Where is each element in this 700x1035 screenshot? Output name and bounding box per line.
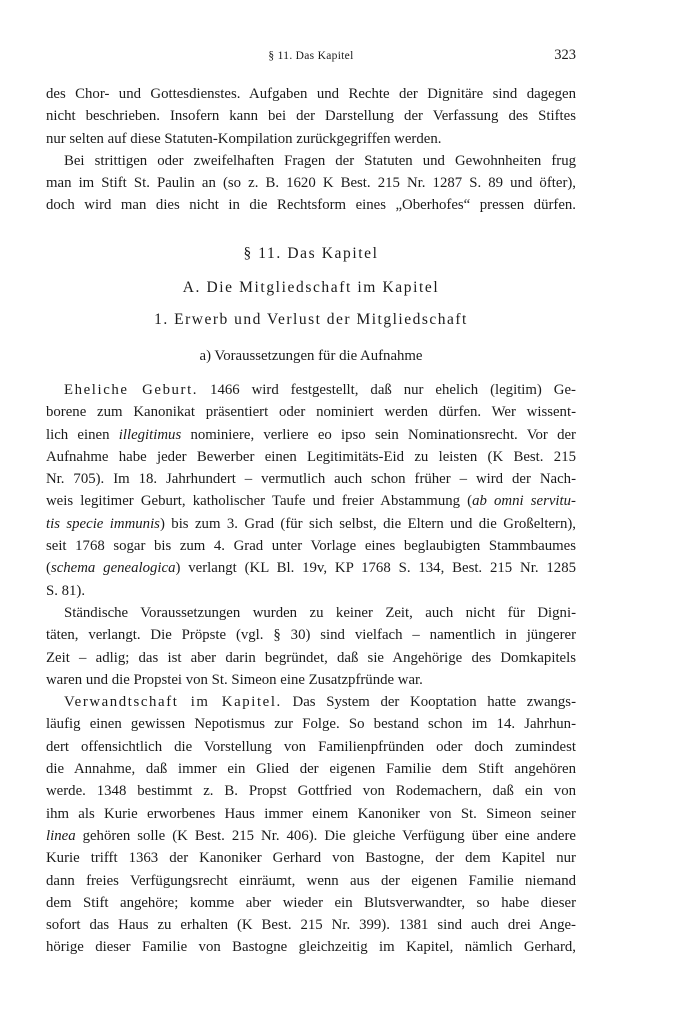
- text-line: dert offensichtlich die Vorstellung von Familienpfründen oder doch zumindest: [46, 738, 576, 755]
- part-heading: A. Die Mitgliedschaft im Kapitel: [182, 279, 440, 296]
- text-line: Bei strittigen oder zweifelhaften Fragen der Statuten und Gewohnheiten frug: [64, 152, 576, 169]
- running-head: [46, 47, 576, 67]
- text-line: Kurie trifft 1363 der Kanoniker Gerhard von Bastogne, der dem Kapitel nur: [46, 850, 576, 867]
- text-line: läufig einen gewissen Nepotismus zur Folge. So bestand schon im 14. Jahrhun-: [46, 716, 576, 733]
- text-line: täten, verlangt. Die Pröpste (vgl. § 30) sind vielfach – namentlich in jüngerer: [46, 627, 576, 644]
- text-line: nicht beschrieben. Insofern kann bei der Darstellung der Verfassung des Stiftes: [46, 108, 576, 125]
- text-line: weis legitimer Geburt, katholischer Taufe und freier Abstammung (ab omni servitu-: [46, 493, 576, 510]
- chapter-heading: 1. Erwerb und Verlust der Mitgliedschaft: [154, 311, 468, 328]
- text-line: tis specie immunis) bis zum 3. Grad (für sich selbst, die Eltern und die Großeltern),: [46, 515, 577, 532]
- text-line: die Annahme, daß immer ein Glied der eigenen Familie dem Stift angehören: [46, 761, 576, 778]
- text-line: werde. 1348 bestimmt z. B. Propst Gottfried von Rodemachern, daß ein von: [46, 783, 576, 800]
- text-line: doch wird man dies nicht in die Rechtsform eines „Oberhofes“ pressen dürfen.: [46, 197, 576, 214]
- section-heading: § 11. Das Kapitel: [243, 245, 379, 262]
- running-head-title: § 11. Das Kapitel: [268, 50, 354, 62]
- text-line: hörige dieser Familie von Bastogne gleichzeitig im Kapitel, nämlich Gerhard,: [46, 939, 576, 956]
- text-line: S. 81).: [46, 582, 86, 599]
- text-line: Ständische Voraussetzungen wurden zu keiner Zeit, auch nicht für Digni-: [64, 604, 576, 621]
- text-line: borene zum Kanonikat präsentiert oder nominiert werden dürfen. Wer wissent-: [46, 404, 576, 421]
- text-line: lich einen illegitimus nominiere, verliere eo ipso sein Nominationsrecht. Vor der: [46, 426, 576, 443]
- text-line: linea gehören solle (K Best. 215 Nr. 406). Die gleiche Verfügung über eine andere: [46, 827, 576, 844]
- text-line: seit 1768 sogar bis zum 4. Grad unter Vorlage eines beglaubigten Stammbaumes: [46, 538, 576, 555]
- text-line: (schema genealogica) verlangt (KL Bl. 19v, KP 1768 S. 134, Best. 215 Nr. 1285: [46, 560, 576, 577]
- text-line: Nr. 705). Im 18. Jahrhundert – vermutlich auch schon früher – wird der Nach-: [46, 471, 576, 488]
- text-line: waren und die Propstei von St. Simeon eine Zusatzpfründe war.: [46, 671, 423, 688]
- text-line: dem Stift angehöre; komme aber wieder ein Blutsverwandter, so habe dieser: [46, 894, 576, 911]
- text-line: des Chor- und Gottesdienstes. Aufgaben und Rechte der Dignitäre sind dagegen: [46, 86, 576, 102]
- text-line: Verwandtschaft im Kapitel. Das System der Kooptation hatte zwangs-: [64, 694, 576, 711]
- text-line: dann freies Verfügungsrecht einräumt, wenn aus der eigenen Familie niemand: [46, 872, 576, 889]
- text-line: Eheliche Geburt. 1466 wird festgestellt, daß nur ehelich (legitim) Ge-: [64, 382, 576, 398]
- text-line: nur selten auf diese Statuten-Kompilation zurückgegriffen werden.: [46, 130, 442, 147]
- main-text: [46, 379, 576, 959]
- text-line: Zeit – adlig; das ist aber darin begründet, daß sie Angehörige des Domkapitels: [46, 649, 576, 666]
- subsection-heading: a) Voraussetzungen für die Aufnahme: [199, 348, 423, 364]
- run-in-heading: Eheliche Geburt.: [64, 382, 199, 398]
- text-line: ihm als Kurie erworbenes Haus immer einem Kanoniker von St. Simeon seiner: [46, 805, 576, 822]
- page-number: 323: [554, 47, 576, 63]
- text-line: sofort das Haus zu erhalten (K Best. 215 Nr. 399). 1381 sind auch drei Ange-: [46, 917, 576, 934]
- text-line: man im Stift St. Paulin an (so z. B. 1620 K Best. 215 Nr. 1287 S. 89 und öfter),: [46, 175, 576, 192]
- text-line: Aufnahme habe jeder Bewerber einen Legitimitäts-Eid zu leisten (K Best. 215: [46, 448, 576, 465]
- intro-text: [46, 83, 576, 217]
- run-in-heading: Verwandtschaft im Kapitel.: [64, 694, 282, 711]
